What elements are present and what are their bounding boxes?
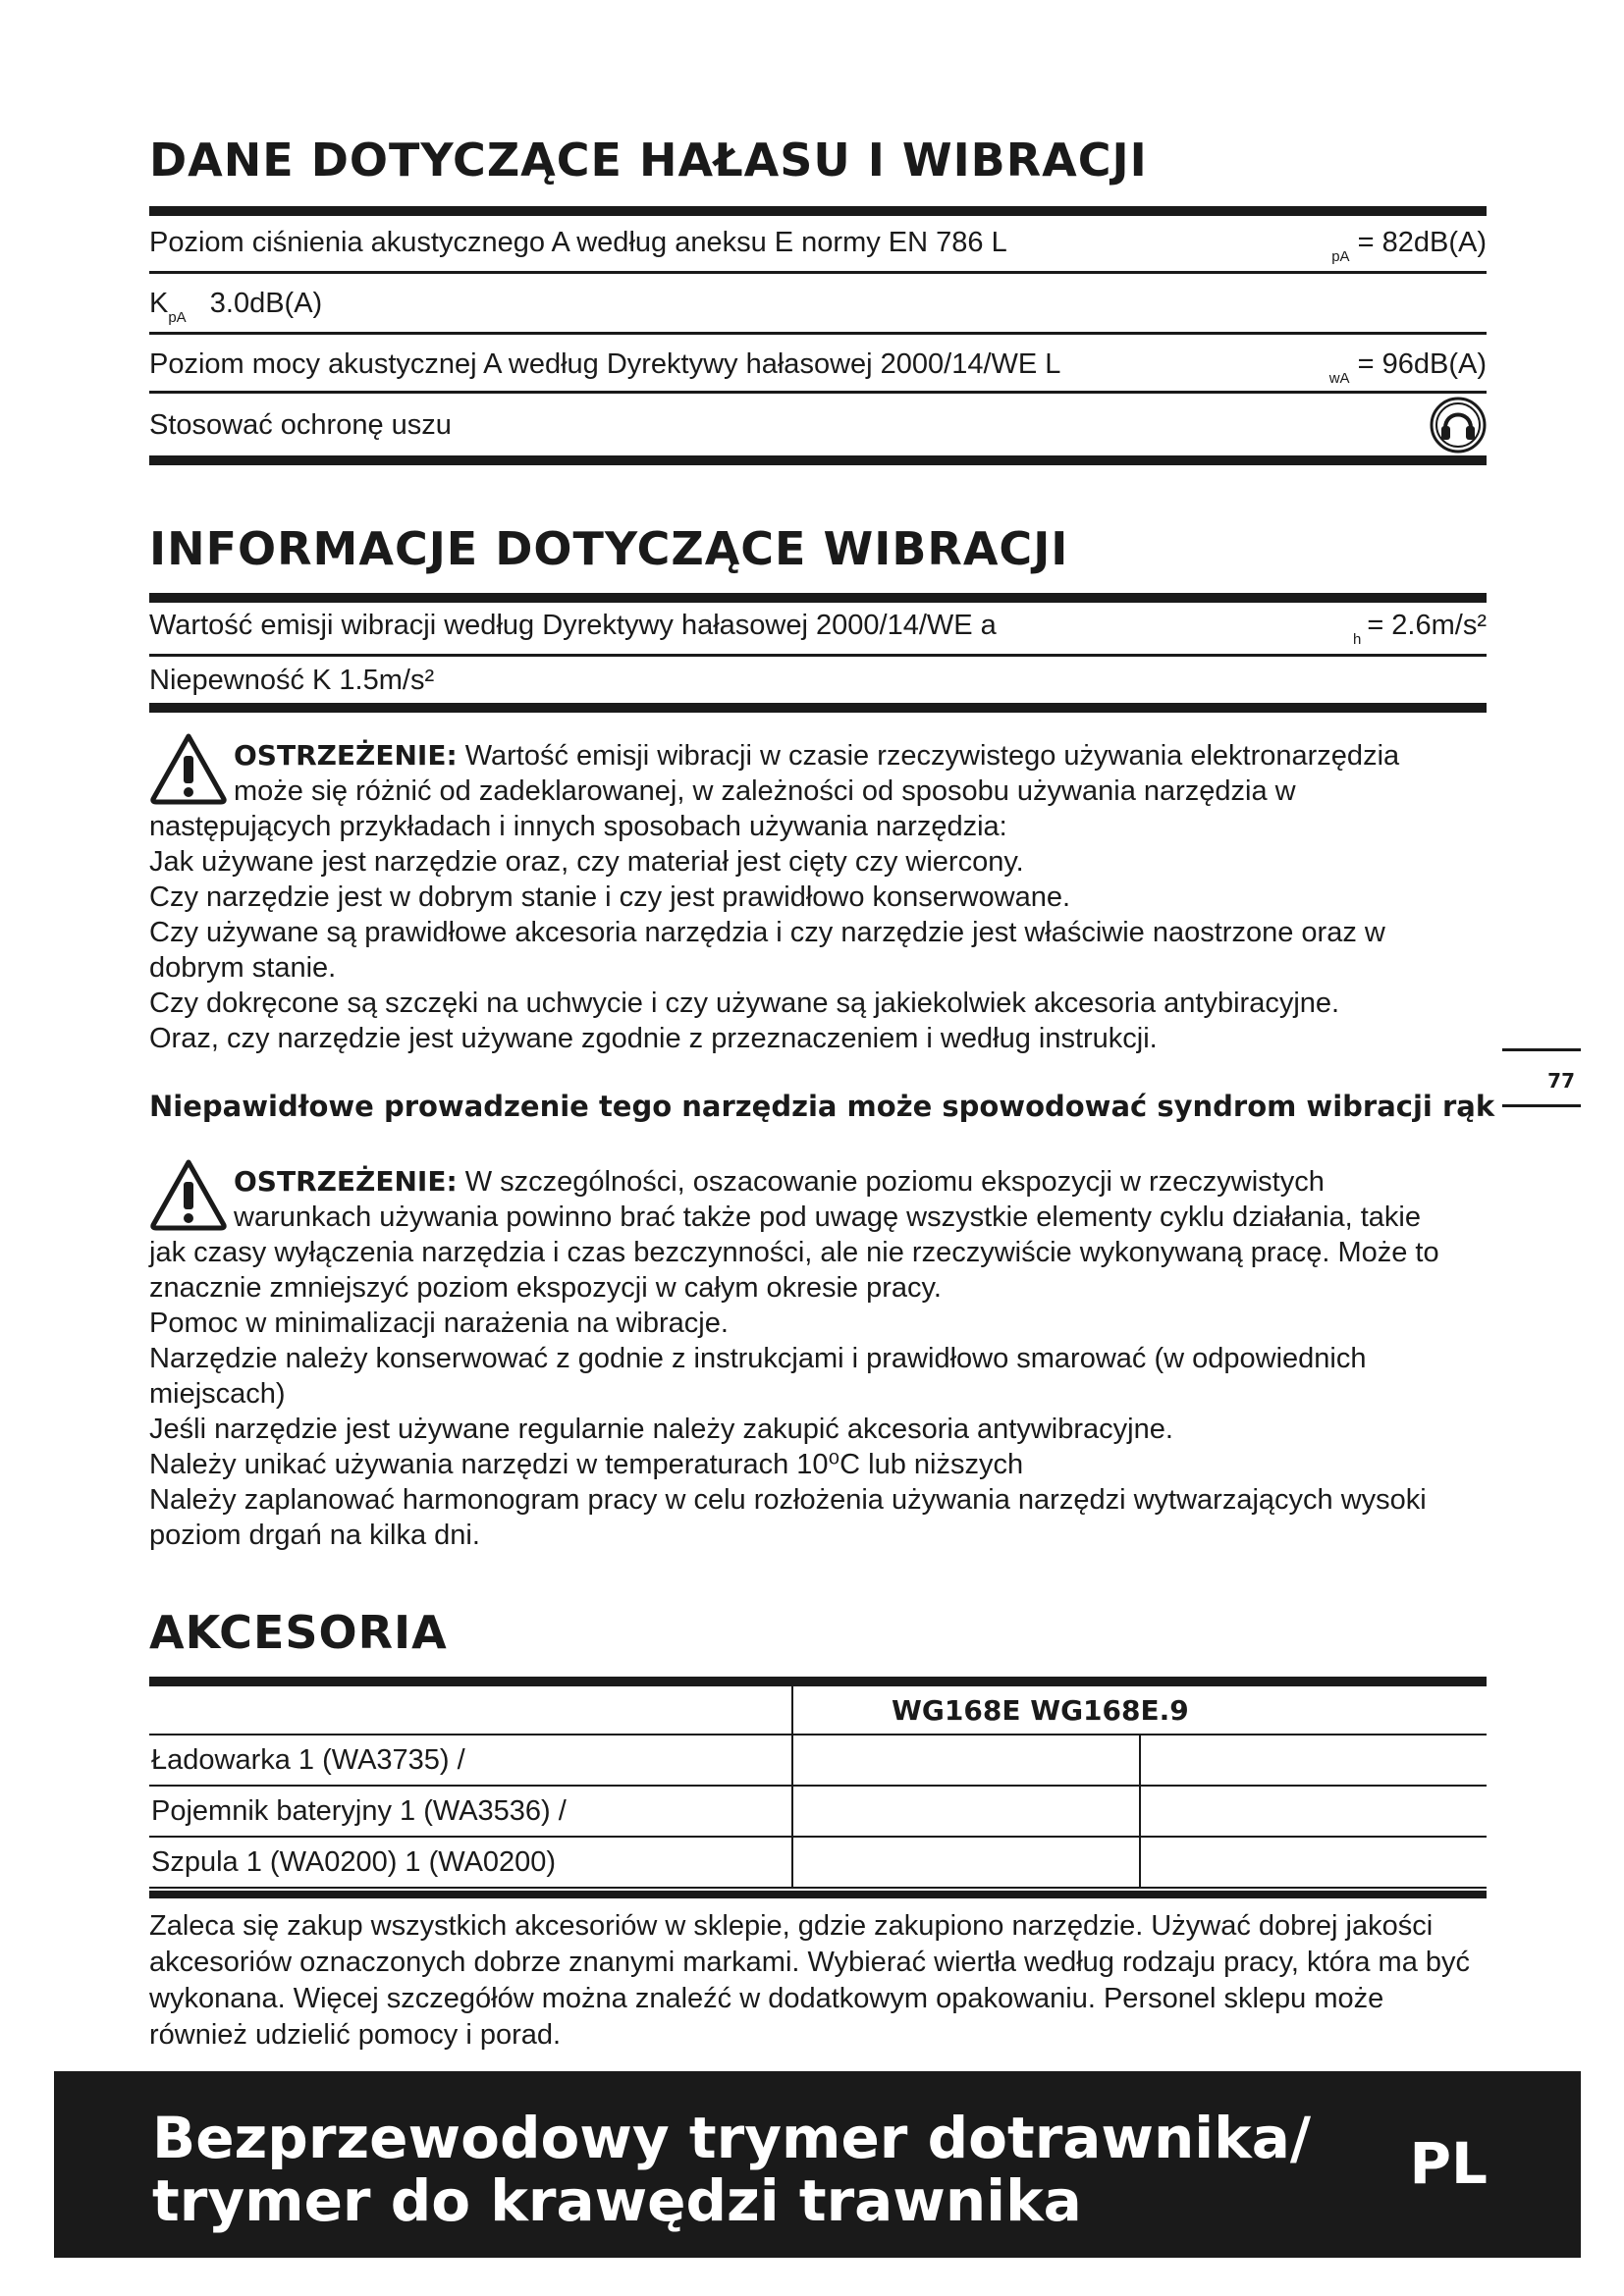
noise-pressure-label: Poziom ciśnienia akustycznego A według aneksu E normy EN 786 L [149, 227, 1007, 258]
accessories-note: Zaleca się zakup wszystkich akcesoriów w sklepie, gdzie zakupiono narzędzie. Używać dobrej jakości akcesoriów oznaczonych dobrze znanymi markami. Wybierać wiertła według rodzaju pracy, która ma być wykonana. Więcej szczegółów można znaleźć w dodatkowym opakowaniu. Personel sklepu może również udzielić pomocy i porad. [149, 1910, 1471, 2051]
noise-power-label: Poziom mocy akustycznej A według Dyrektywy hałasowej 2000/14/WE L [149, 348, 1061, 380]
table-cell [792, 1786, 1140, 1837]
accessories-table [149, 1686, 1487, 1889]
vibration-emission-sub: h [1352, 631, 1362, 648]
table-cell [1140, 1735, 1487, 1786]
ear-protection-label: Stosować ochronę uszu [149, 409, 452, 441]
table-cell [792, 1837, 1140, 1888]
table-header-row [149, 1686, 1487, 1735]
warning-line: jak czasy wyłączenia narzędzia i czas bezczynności, ale nie rzeczywiście wykonywaną pracę. Może to znacznie zmniejszyć poziom ekspozycji w całym okresie pracy. [149, 1237, 1439, 1304]
noise-pressure-sub: pA [1331, 248, 1350, 265]
warning-item: Czy narzędzie jest w dobrym stanie i czy jest prawidłowo konserwowane. [149, 881, 1071, 913]
vibration-emission-value-wrap [1353, 609, 1487, 657]
divider [149, 332, 1487, 335]
accessory-name: Pojemnik bateryjny 1 (WA3536) / [149, 1786, 792, 1837]
table-row [149, 1837, 1487, 1888]
language-code: PL [1409, 2130, 1488, 2197]
warning-label: OSTRZEŻENIE: [234, 739, 458, 772]
noise-pressure-value: = 82dB(A) [1349, 227, 1487, 258]
table-header-cell [149, 1686, 792, 1735]
warning-item: Jak używane jest narzędzie oraz, czy materiał jest cięty czy wiercony. [149, 846, 1024, 878]
kpa-value: 3.0dB(A) [209, 288, 323, 319]
noise-pressure-value-wrap [1331, 226, 1487, 274]
warning-item: Czy dokręcone są szczęki na uchwycie i czy używane są jakiekolwiek akcesoria antybiracyjne. [149, 988, 1340, 1019]
kpa-label: K [149, 288, 169, 319]
models-header: WG168E WG168E.9 [792, 1686, 1487, 1735]
warning-item: Oraz, czy narzędzie jest używane zgodnie z przeznaczeniem i według instrukcji. [149, 1023, 1158, 1054]
noise-power-value: = 96dB(A) [1349, 348, 1487, 380]
vibration-emission-value: = 2.6m/s² [1367, 610, 1487, 641]
warning-item: Należy unikać używania narzędzi w temperaturach 10⁰C lub niższych [149, 1449, 1024, 1480]
table-cell [1140, 1786, 1487, 1837]
warning-item: Pomoc w minimalizacji narażenia na wibracje. [149, 1308, 729, 1339]
footer-title [152, 2107, 1311, 2232]
warning-label: OSTRZEŻENIE: [234, 1165, 458, 1198]
divider [149, 455, 1487, 465]
warning-block-1 [149, 738, 1487, 1056]
divider [149, 1891, 1487, 1898]
noise-kpa-row [149, 287, 1487, 335]
warning-lead: W szczególności, oszacowanie poziomu ekspozycji w rzeczywistych [457, 1166, 1325, 1198]
ear-protection-row [149, 408, 1487, 442]
vibration-heading: INFORMACJE DOTYCZĄCE WIBRACJI [149, 522, 1069, 575]
noise-heading: DANE DOTYCZĄCE HAŁASU I WIBRACJI [149, 133, 1148, 187]
warning-item: Narzędzie należy konserwować z godnie z instrukcjami i prawidłowo smarować (w odpowiednich miejscach) [149, 1343, 1367, 1410]
table-cell [792, 1735, 1140, 1786]
footer-title-line: trymer do krawędzi trawnika [152, 2167, 1082, 2234]
warning-line: następujących przykładach i innych sposobach używania narzędzia: [149, 811, 1007, 842]
divider [149, 654, 1487, 657]
accessories-heading: AKCESORIA [149, 1606, 448, 1659]
footer-banner [54, 2071, 1581, 2258]
noise-power-sub: wA [1328, 370, 1350, 387]
table-row [149, 1735, 1487, 1786]
noise-power-row [149, 347, 1487, 387]
vibration-uncertainty-label: Niepewność K 1.5m/s² [149, 665, 435, 696]
table-row [149, 1786, 1487, 1837]
vibration-emission-label: Wartość emisji wibracji według Dyrektywy hałasowej 2000/14/WE a [149, 610, 997, 641]
kpa-sub: pA [168, 309, 187, 326]
divider [149, 1677, 1487, 1686]
accessory-name: Szpula 1 (WA0200) 1 (WA0200) [149, 1837, 792, 1888]
warning-item: Czy używane są prawidłowe akcesoria narzędzia i czy narzędzie jest właściwie naostrzone oraz w dobrym stanie. [149, 917, 1385, 984]
ear-protection-icon [1430, 397, 1487, 454]
page-number: 77 [1502, 1048, 1581, 1107]
divider [149, 703, 1487, 713]
warning-lead: Wartość emisji wibracji w czasie rzeczywistego używania elektronarzędzia [457, 740, 1400, 772]
divider [149, 593, 1487, 603]
warning-item: Jeśli narzędzie jest używane regularnie należy zakupić akcesoria antywibracyjne. [149, 1414, 1173, 1445]
warning-item: Należy zaplanować harmonogram pracy w celu rozłożenia używania narzędzi wytwarzających wysoki poziom drgań na kilka dni. [149, 1484, 1427, 1551]
noise-pressure-row [149, 226, 1487, 265]
table-cell [1140, 1837, 1487, 1888]
syndrome-warning: Niepawidłowe prowadzenie tego narzędzia może spowodować syndrom wibracji rąk [149, 1090, 1495, 1123]
accessory-name: Ładowarka 1 (WA3735) / [149, 1735, 792, 1786]
vibration-uncertainty-row [149, 664, 1487, 697]
warning-line: warunkach używania powinno brać także pod uwagę wszystkie elementy cyklu działania, takie [234, 1201, 1421, 1233]
warning-block-2 [149, 1164, 1487, 1553]
divider [149, 271, 1487, 274]
divider [149, 206, 1487, 216]
footer-title-line: Bezprzewodowy trymer dotrawnika/ [152, 2105, 1312, 2171]
warning-line: może się różnić od zadeklarowanej, w zależności od sposobu używania narzędzia w [234, 775, 1296, 807]
divider [149, 391, 1487, 394]
noise-power-value-wrap [1329, 347, 1487, 396]
vibration-emission-row [149, 609, 1487, 648]
